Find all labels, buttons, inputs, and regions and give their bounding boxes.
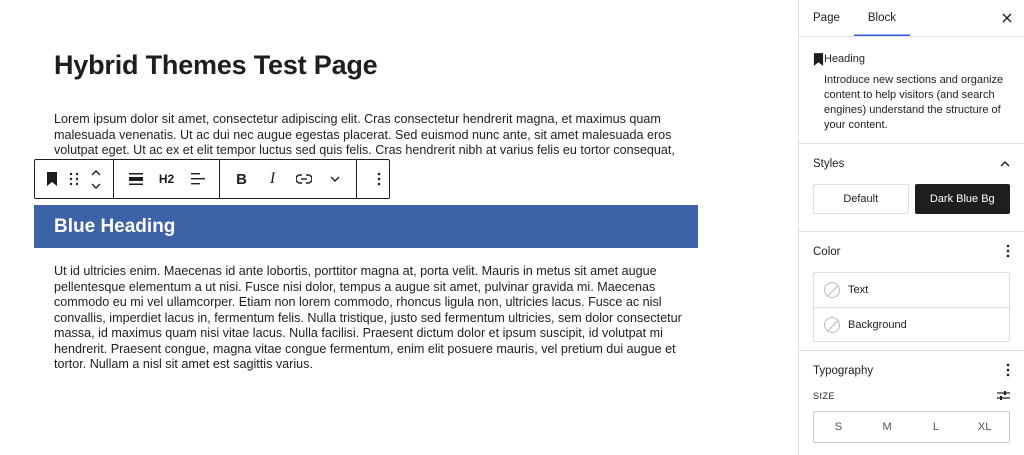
block-align-icon[interactable] — [120, 160, 151, 198]
blue-heading-block[interactable]: Blue Heading — [34, 205, 698, 248]
block-card — [799, 37, 1024, 144]
size-option-xl[interactable]: XL — [977, 421, 992, 433]
styles-title: Styles — [813, 158, 845, 170]
custom-size-icon[interactable] — [997, 390, 1010, 403]
style-default-button[interactable]: Default — [813, 184, 909, 214]
color-options-icon[interactable] — [1006, 244, 1010, 261]
tab-page[interactable]: Page — [813, 12, 840, 24]
color-options — [813, 272, 1010, 342]
empty-swatch-icon — [824, 282, 840, 298]
move-up-icon[interactable] — [91, 165, 101, 179]
color-panel-header — [813, 232, 1010, 272]
color-title: Color — [813, 246, 841, 258]
styles-panel-header[interactable] — [813, 144, 1010, 184]
bold-icon[interactable]: B — [236, 170, 247, 188]
chevron-down-icon[interactable] — [319, 160, 350, 198]
block-toolbar-group-1 — [35, 160, 114, 198]
color-text-item[interactable] — [814, 273, 1009, 307]
size-option-s[interactable]: S — [834, 421, 843, 433]
settings-sidebar — [798, 0, 1024, 455]
style-dark-blue-bg-button[interactable]: Dark Blue Bg — [915, 184, 1011, 214]
size-option-m[interactable]: M — [882, 421, 892, 433]
typography-panel-header — [813, 351, 1010, 391]
typography-title: Typography — [813, 365, 874, 377]
block-toolbar — [34, 159, 390, 199]
bookmark-icon — [813, 52, 824, 143]
text-align-icon[interactable] — [182, 160, 213, 198]
block-toolbar-group-4 — [357, 160, 400, 198]
empty-swatch-icon — [824, 317, 840, 333]
block-toolbar-group-3 — [220, 160, 357, 198]
block-name: Heading — [824, 53, 865, 65]
color-background-item[interactable] — [814, 307, 1009, 341]
block-description: Introduce new sections and organize content to help visitors (and search engines) understand the structure of your content. — [824, 74, 1004, 131]
styles-panel — [799, 144, 1024, 232]
color-text-label: Text — [848, 284, 869, 296]
block-toolbar-group-2 — [114, 160, 220, 198]
color-panel — [799, 232, 1024, 351]
color-background-label: Background — [848, 318, 907, 331]
more-options-icon[interactable] — [363, 160, 394, 198]
paragraph-1-text: Lorem ipsum dolor sit amet, consectetur adipiscing elit. Cras consectetur hendrerit magna, et maximus quam malesuada venenatis. Ut ac dui nec augue egestas placerat. Sed euismod nunc ante, sit amet malesuada eros volutpat eget. Ut ac ex et elit tempor luctus sed quis felis. Cras hendrerit nibh at varius felis eu tortor consequat, — [54, 112, 675, 157]
bookmark-icon[interactable] — [41, 160, 63, 198]
close-icon[interactable] — [1002, 10, 1012, 27]
font-size-picker — [813, 411, 1010, 443]
tab-block[interactable]: Block — [854, 0, 910, 36]
size-option-l[interactable]: L — [932, 421, 939, 433]
chevron-up-icon[interactable] — [1000, 158, 1010, 170]
link-icon[interactable] — [288, 160, 319, 198]
block-mover — [85, 160, 107, 198]
sidebar-tabs — [799, 0, 1024, 37]
paragraph-block-2[interactable]: Ut id ultricies enim. Maecenas id ante lobortis, porttitor magna at, porta velit. Mauris in metus sit amet augue pellentesque elementum a ut nisi. Fusce nisi dolor, tempus a augue sit amet, pulvinar gravida mi. Maecenas commodo eu mi vel ullamcorper. Etiam non lorem commodo, rhoncus ligula non, ultricies lacus. Fusce ac nisl convallis, imperdiet lacus in, fermentum felis. Nulla tristique, justo sed fermentum ultricies, sem dolor consectetur massa, id maximus quam nisi vitae lacus. Nulla facilisi. Praesent dictum dolor et ipsum suscipit, id volutpat mi hendrerit. Praesent congue, magna vitae congue fermentum, enim elit posuere mauris, vel pretium dui augue et tortor. Nullam a nisl sit amet est sagittis varius. — [54, 264, 682, 371]
move-down-icon[interactable] — [91, 179, 101, 193]
drag-handle-icon[interactable] — [63, 160, 85, 198]
heading-level-button[interactable]: H2 — [158, 172, 175, 186]
italic-icon[interactable]: I — [269, 170, 276, 187]
page-title[interactable]: Hybrid Themes Test Page — [54, 50, 378, 80]
typography-options-icon[interactable] — [1006, 363, 1010, 380]
size-label: SIZE — [813, 391, 836, 401]
typography-panel — [799, 351, 1024, 443]
